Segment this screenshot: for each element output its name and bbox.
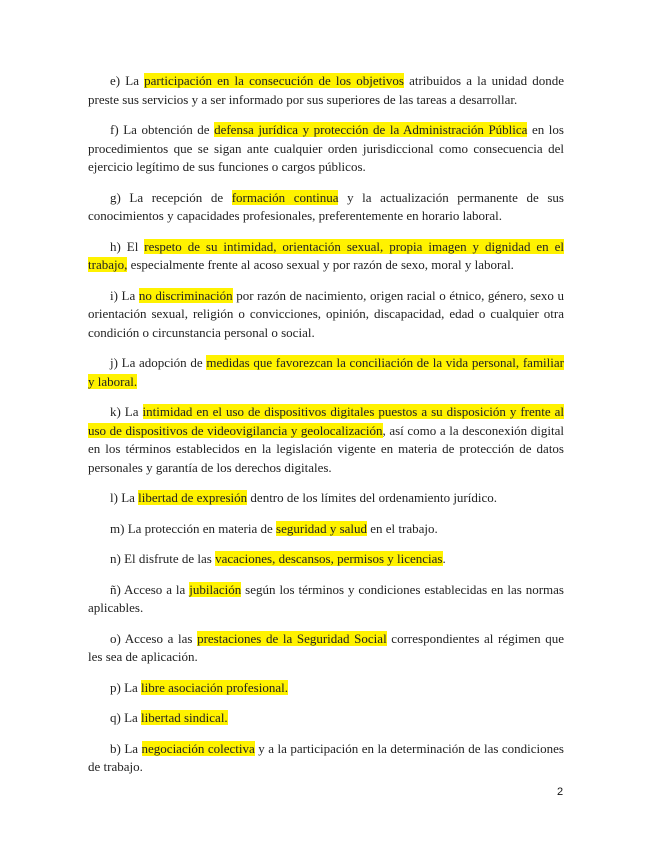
paragraph-enye: ñ) Acceso a la jubilación según los términos y condiciones establecidas en las normas aplicables. — [88, 581, 564, 615]
highlighted-text: libre asociación profesional. — [141, 679, 288, 695]
highlighted-text: seguridad y salud — [276, 520, 368, 536]
paragraph-q: q) La libertad sindical. — [110, 710, 228, 725]
highlighted-text: no discriminación — [138, 287, 233, 303]
paragraph-k: k) La intimidad en el uso de dispositivos digitales puestos a su disposición y frente al uso de dispositivos de videovigilancia y geolocalización, así como a la desconexión digital en los términos establecidos en la legislación vigente en materia de protección de datos personales y garantía de los derechos digitales. — [88, 404, 564, 475]
highlighted-text: formación continua — [231, 189, 339, 205]
paragraph-o: o) Acceso a las prestaciones de la Seguridad Social correspondientes al régimen que les sea de aplicación. — [88, 630, 565, 664]
highlighted-text: libertad de expresión — [138, 490, 248, 505]
page-number: 2 — [557, 786, 564, 798]
highlighted-text: defensa jurídica y protección de la Administración Pública — [214, 122, 528, 137]
paragraph-e: e) La participación en la consecución de los objetivos atribuidos a la unidad donde preste sus servicios y a ser informado por sus superiores de las tareas a desarrollar. — [88, 73, 564, 107]
highlighted-text: participación en la consecución de los objetivos — [144, 73, 404, 88]
paragraph-h: h) El respeto de su intimidad, orientación sexual, propia imagen y dignidad en el trabajo, especialmente frente al acoso sexual y por razón de sexo, moral y laboral. — [88, 238, 564, 272]
highlighted-text: jubilación — [189, 581, 242, 597]
highlighted-text: intimidad en el uso de dispositivos digitales puestos a su disposición y frente al uso de dispositivos de videovigilancia y geolocalización — [88, 404, 564, 438]
paragraph-m: m) La protección en materia de seguridad y salud en el trabajo. — [110, 520, 438, 536]
paragraph-j: j) La adopción de medidas que favorezcan la conciliación de la vida personal, familiar y laboral. — [88, 355, 564, 389]
paragraph-p: p) La libre asociación profesional. — [110, 679, 288, 695]
paragraph-f: f) La obtención de defensa jurídica y protección de la Administración Pública en los procedimientos que se sigan ante cualquier orden jurisdiccional como consecuencia del ejercicio legítimo de sus funciones o cargos públicos. — [88, 122, 564, 174]
highlighted-text: respeto de su intimidad, orientación sexual, propia imagen y dignidad en el trabajo, — [88, 238, 564, 272]
paragraph-l: l) La libertad de expresión dentro de los límites del ordenamiento jurídico. — [110, 490, 498, 505]
paragraph-i: i) La no discriminación por razón de nacimiento, origen racial o étnico, género, sexo u orientación sexual, religión o convicciones, opinión, discapacidad, edad o cualquier otra condición o circunstancia personal o social. — [88, 287, 565, 340]
highlighted-text: negociación colectiva — [141, 740, 255, 756]
highlighted-text: libertad sindical. — [141, 710, 228, 725]
highlighted-text: prestaciones de la Seguridad Social — [197, 630, 387, 646]
highlighted-text: vacaciones, descansos, permisos y licencias — [215, 551, 443, 566]
highlighted-text: medidas que favorezcan la conciliación de la vida personal, familiar y laboral. — [88, 355, 564, 389]
paragraph-g: g) La recepción de formación continua y la actualización permanente de sus conocimientos y capacidades profesionales, preferentemente en horario laboral. — [88, 189, 564, 223]
rights-list — [88, 72, 564, 789]
paragraph-n: n) El disfrute de las vacaciones, descansos, permisos y licencias. — [110, 551, 446, 566]
paragraph-b: b) La negociación colectiva y a la participación en la determinación de las condiciones de trabajo. — [88, 740, 564, 774]
